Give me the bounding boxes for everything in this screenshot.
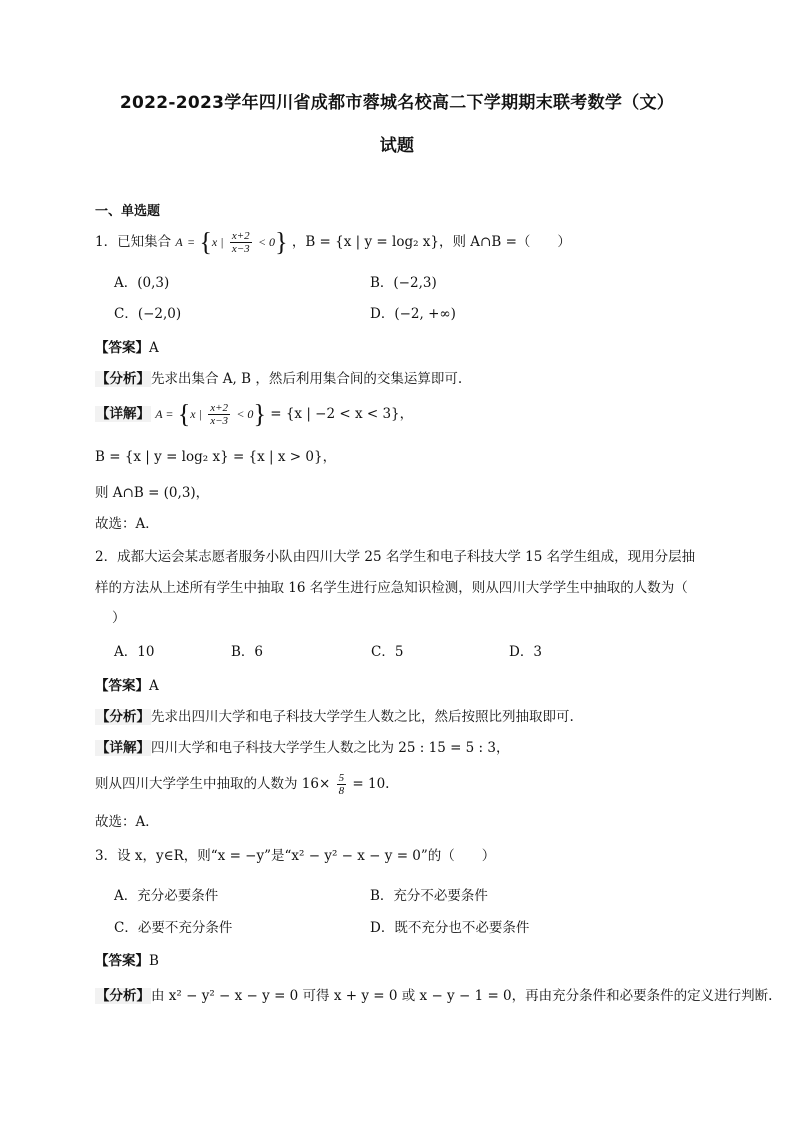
- q3-option-a: A．充分必要条件: [114, 888, 219, 904]
- detail-tag: 【详解】: [96, 406, 150, 422]
- q3-option-c: C．必要不充分条件: [114, 920, 233, 936]
- q2-option-b: B．6: [231, 644, 264, 660]
- q2-analysis: 【分析】先求出四川大学和电子科技大学学生人数之比，然后按照比列抽取即可.: [96, 709, 574, 725]
- q1-detail-3: 则 A∩B = (0,3)，: [95, 485, 210, 501]
- question-2-line-1: 2．成都大运会某志愿者服务小队由四川大学 25 名学生和电子科技大学 15 名学生组成，现用分层抽: [95, 549, 696, 565]
- q1-answer: 【答案】A: [95, 340, 159, 356]
- q2-detail: 【详解】四川大学和电子科技大学学生人数之比为 25 : 15 = 5 : 3，: [96, 740, 510, 756]
- set-a-fraction: $\frac{x+2}{x-3}$: [231, 230, 250, 255]
- question-3: 3．设 x，y∈R，则“x = −y”是“x² − y² − x − y = 0”的（ ）: [95, 848, 496, 864]
- question-2-line-2: 样的方法从上述所有学生中抽取 16 名学生进行应急知识检测，则从四川大学学生中抽取的人数为（: [95, 580, 688, 596]
- section-heading: 一、单选题: [95, 204, 161, 219]
- q1-analysis: 【分析】先求出集合 A, B ，然后利用集合间的交集运算即可.: [96, 371, 463, 387]
- question-1: 1．已知集合 A = {x | $\frac{x+2}{x-3}$ < 0} ，B = {x | y = log₂ x}，则 A∩B =（ ）: [95, 227, 571, 257]
- q2-option-d: D．3: [509, 644, 542, 660]
- question-1-number: 1．已知集合: [95, 234, 172, 250]
- document-title: 2022-2023学年四川省成都市蓉城名校高二下学期期末联考数学（文）: [119, 93, 675, 113]
- q2-answer: 【答案】A: [95, 678, 159, 694]
- q2-option-a: A．10: [114, 644, 155, 660]
- document-title-line2: 试题: [379, 136, 415, 156]
- q2-detail-2: 则从四川大学学生中抽取的人数为 16× $\frac{5}{8}$ = 10.: [95, 772, 390, 797]
- q1-option-b: B．(−2,3): [370, 275, 437, 291]
- q2-option-c: C．5: [371, 644, 404, 660]
- q2-conclusion: 故选：A．: [95, 814, 159, 830]
- q1-option-c: C．(−2,0): [114, 306, 182, 322]
- q3-analysis: 【分析】由 x² − y² − x − y = 0 可得 x + y = 0 或 x − y − 1 = 0，再由充分条件和必要条件的定义进行判断.: [96, 988, 773, 1004]
- answer-tag: 【答案】: [95, 340, 149, 356]
- q1-option-a: A．(0,3): [114, 275, 170, 291]
- set-a-symbol: A: [175, 235, 183, 249]
- q1-detail: 【详解】 A = {x | $\frac{x+2}{x-3}$ < 0} = {x | −2 < x < 3}，: [96, 399, 414, 429]
- analysis-tag: 【分析】: [96, 371, 150, 387]
- q1-detail-2: B = {x | y = log₂ x} = {x | x > 0}，: [95, 449, 337, 465]
- q1-conclusion: 故选：A．: [95, 516, 159, 532]
- question-1-tail: ，B = {x | y = log₂ x}，则 A∩B =（ ）: [291, 234, 571, 250]
- q3-option-b: B．充分不必要条件: [370, 888, 488, 904]
- q1-option-d: D．(−2, +∞): [370, 306, 456, 322]
- q3-answer: 【答案】B: [95, 953, 159, 969]
- q3-option-d: D．既不充分也不必要条件: [370, 920, 530, 936]
- question-2-line-3: ）: [112, 610, 126, 626]
